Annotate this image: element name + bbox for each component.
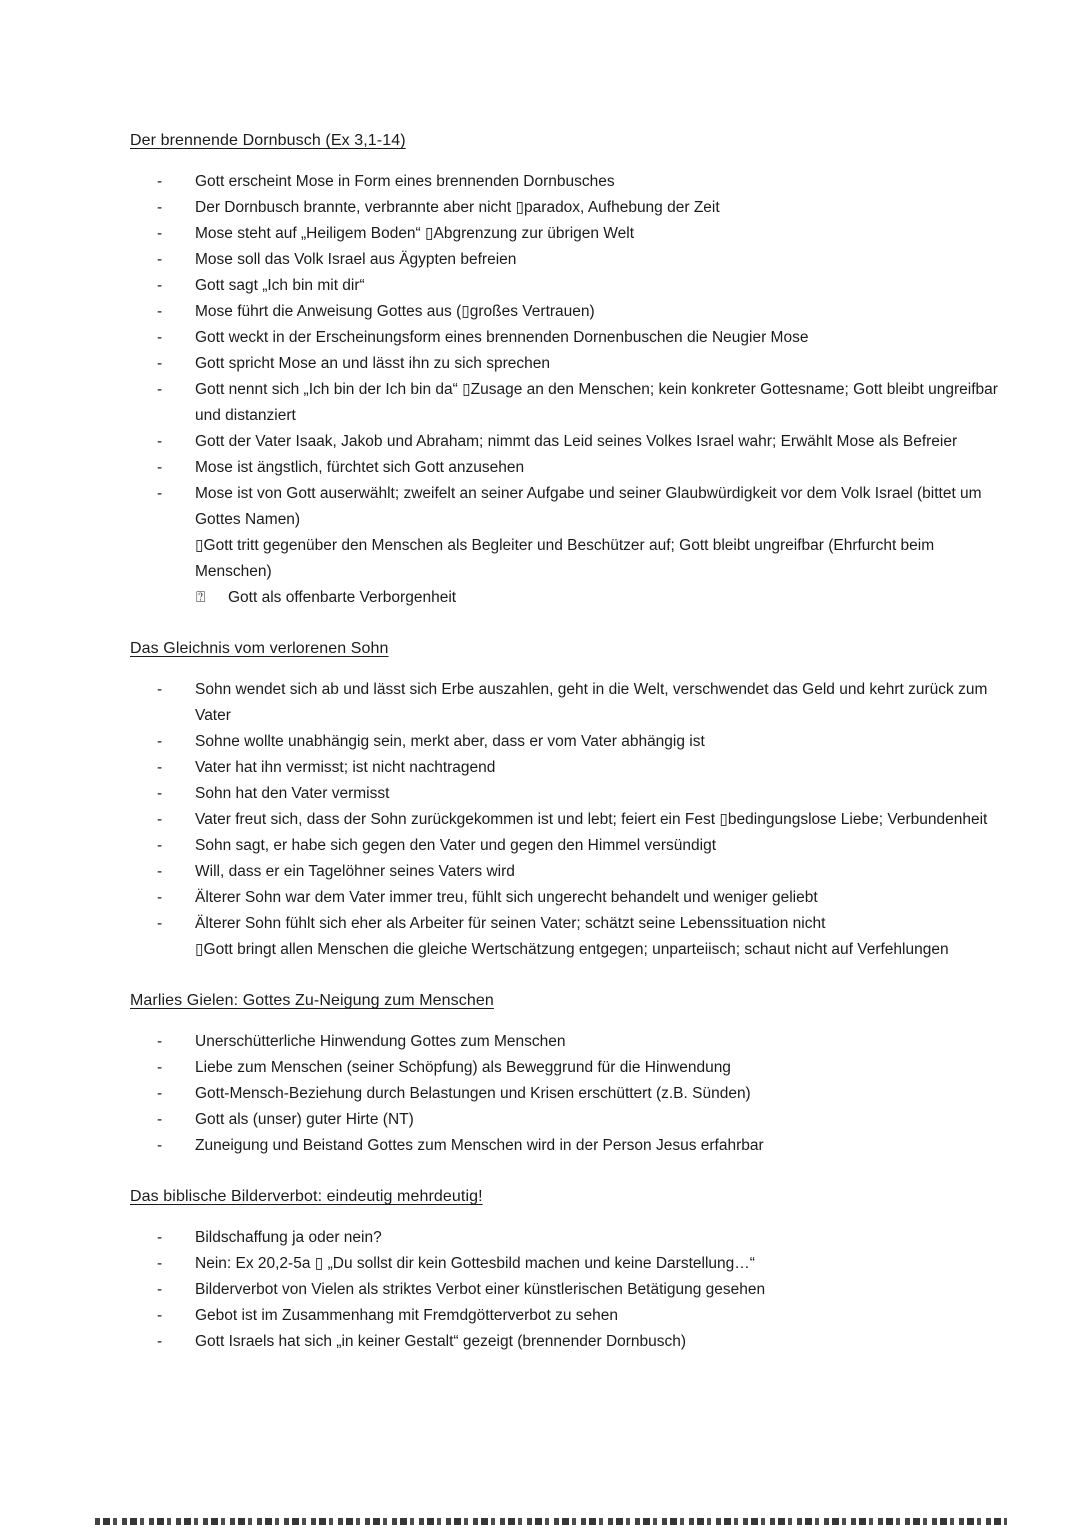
bullet-list: [130, 1225, 1008, 1355]
list-item: [130, 1029, 1008, 1055]
list-item-text: Älterer Sohn fühlt sich eher als Arbeiter für seinen Vater; schätzt seine Lebenssituation nicht: [195, 915, 826, 932]
list-item: [130, 755, 1008, 781]
list-item: [130, 833, 1008, 859]
bullet-marker: -: [157, 1229, 163, 1246]
list-item-text: Will, dass er ein Tagelöhner seines Vaters wird: [195, 863, 515, 880]
bullet-marker: -: [157, 433, 163, 450]
bullet-marker: -: [157, 863, 163, 880]
list-item-text: Zuneigung und Beistand Gottes zum Menschen wird in der Person Jesus erfahrbar: [195, 1137, 764, 1154]
section-heading: Das Gleichnis vom verlorenen Sohn: [130, 640, 389, 657]
bullet-list: [130, 1029, 1008, 1159]
list-item-text: Älterer Sohn war dem Vater immer treu, fühlt sich ungerecht behandelt und weniger geliebt: [195, 889, 818, 906]
bullet-marker: -: [157, 485, 163, 502]
list-item: [130, 325, 1008, 351]
list-item-text: Gott sagt „Ich bin mit dir“: [195, 277, 365, 294]
list-item: [130, 377, 1008, 429]
list-item: [130, 195, 1008, 221]
bullet-marker: -: [157, 277, 163, 294]
list-item: [130, 1303, 1008, 1329]
list-item: [130, 273, 1008, 299]
list-item-text: Mose führt die Anweisung Gottes aus (▯großes Vertrauen): [195, 303, 595, 320]
section-heading: Das biblische Bilderverbot: eindeutig mehrdeutig!: [130, 1188, 483, 1205]
bullet-marker: -: [157, 199, 163, 216]
list-item-text: Gebot ist im Zusammenhang mit Fremdgötterverbot zu sehen: [195, 1307, 618, 1324]
list-item: [130, 1225, 1008, 1251]
list-item-text: Gott spricht Mose an und lässt ihn zu sich sprechen: [195, 355, 550, 372]
notes-section: [130, 1184, 1008, 1355]
bullet-marker: -: [157, 785, 163, 802]
list-item: [130, 781, 1008, 807]
bullet-marker: -: [157, 1307, 163, 1324]
list-item: [130, 169, 1008, 195]
list-item: [130, 885, 1008, 911]
list-item: [130, 677, 1008, 729]
list-item-text: Sohne wollte unabhängig sein, merkt aber, dass er vom Vater abhängig ist: [195, 733, 705, 750]
list-item-text: Sohn wendet sich ab und lässt sich Erbe auszahlen, geht in die Welt, verschwendet das Geld und kehrt zurück zum Vater: [195, 681, 988, 724]
list-item: [130, 247, 1008, 273]
bullet-marker: -: [157, 173, 163, 190]
bullet-marker: -: [157, 1059, 163, 1076]
bullet-marker: -: [157, 251, 163, 268]
bullet-marker: -: [157, 1333, 163, 1350]
list-item: [130, 533, 1008, 585]
list-item-text: Sohn sagt, er habe sich gegen den Vater und gegen den Himmel versündigt: [195, 837, 717, 854]
list-item-text: Gott als offenbarte Verborgenheit: [228, 589, 457, 606]
bullet-marker: -: [157, 915, 163, 932]
list-item: [130, 911, 1008, 937]
list-item-text: Bilderverbot von Vielen als striktes Verbot einer künstlerischen Betätigung gesehen: [195, 1281, 766, 1298]
list-item: [130, 859, 1008, 885]
bullet-marker: -: [157, 225, 163, 242]
list-item-text: Mose ist ängstlich, fürchtet sich Gott anzusehen: [195, 459, 525, 476]
bullet-marker: -: [157, 837, 163, 854]
list-item-text: Mose ist von Gott auserwählt; zweifelt an seiner Aufgabe und seiner Glaubwürdigkeit vor dem Volk Israel (bittet um Gottes Namen): [195, 485, 982, 528]
bullet-marker: -: [157, 1111, 163, 1128]
section-heading: Marlies Gielen: Gottes Zu-Neigung zum Menschen: [130, 992, 494, 1009]
list-item-text: Gott-Mensch-Beziehung durch Belastungen und Krisen erschüttert (z.B. Sünden): [195, 1085, 751, 1102]
list-item: [130, 1055, 1008, 1081]
bullet-list: [130, 169, 1008, 611]
list-item-text: Gott weckt in der Erscheinungsform eines brennenden Dornenbuschen die Neugier Mose: [195, 329, 809, 346]
list-item: [130, 937, 1008, 963]
list-item: [130, 1329, 1008, 1355]
list-item-text: Gott als (unser) guter Hirte (NT): [195, 1111, 414, 1128]
list-item-text: Sohn hat den Vater vermisst: [195, 785, 390, 802]
notes-section: [130, 128, 1008, 611]
next-page-text-artifact: [95, 1518, 1007, 1525]
list-item: [130, 807, 1008, 833]
list-item-text: Vater freut sich, dass der Sohn zurückgekommen ist und lebt; feiert ein Fest ▯bedingungslose Liebe; Verbundenheit: [195, 811, 988, 828]
list-item: [130, 221, 1008, 247]
bullet-marker: ⍰: [196, 589, 206, 606]
list-item: [130, 1251, 1008, 1277]
list-item: [130, 729, 1008, 755]
bullet-marker: -: [157, 811, 163, 828]
list-item: [130, 299, 1008, 325]
notes-section: [130, 988, 1008, 1159]
bullet-marker: -: [157, 759, 163, 776]
list-item-text: ▯Gott bringt allen Menschen die gleiche Wertschätzung entgegen; unparteiisch; schaut nicht auf Verfehlungen: [195, 941, 949, 958]
bullet-marker: -: [157, 889, 163, 906]
list-item-text: Der Dornbusch brannte, verbrannte aber nicht ▯paradox, Aufhebung der Zeit: [195, 199, 720, 216]
bullet-list: [130, 677, 1008, 963]
bullet-marker: -: [157, 381, 163, 398]
list-item: [130, 351, 1008, 377]
bullet-marker: -: [157, 303, 163, 320]
list-item: [130, 481, 1008, 533]
list-item-text: Unerschütterliche Hinwendung Gottes zum Menschen: [195, 1033, 566, 1050]
list-item-text: Gott der Vater Isaak, Jakob und Abraham; nimmt das Leid seines Volkes Israel wahr; Erwählt Mose als Befreier: [195, 433, 958, 450]
list-item-text: Gott erscheint Mose in Form eines brennenden Dornbusches: [195, 173, 615, 190]
bullet-marker: -: [157, 681, 163, 698]
list-item-text: Gott nennt sich „Ich bin der Ich bin da“ ▯Zusage an den Menschen; kein konkreter Gottesname; Gott bleibt ungreifbar und distanziert: [195, 381, 998, 424]
list-item-text: ▯Gott tritt gegenüber den Menschen als Begleiter und Beschützer auf; Gott bleibt ungreifbar (Ehrfurcht beim Menschen): [195, 537, 935, 580]
list-item-text: Nein: Ex 20,2-5a ▯ „Du sollst dir kein Gottesbild machen und keine Darstellung…“: [195, 1255, 755, 1272]
list-item-text: Mose soll das Volk Israel aus Ägypten befreien: [195, 251, 517, 268]
list-item: [130, 585, 1008, 611]
list-item-text: Mose steht auf „Heiligem Boden“ ▯Abgrenzung zur übrigen Welt: [195, 225, 635, 242]
list-item: [130, 1081, 1008, 1107]
list-item: [130, 1107, 1008, 1133]
bullet-marker: -: [157, 1255, 163, 1272]
notes-section: [130, 636, 1008, 963]
list-item: [130, 429, 1008, 455]
list-item-text: Gott Israels hat sich „in keiner Gestalt“ gezeigt (brennender Dornbusch): [195, 1333, 687, 1350]
bullet-marker: -: [157, 459, 163, 476]
section-heading: Der brennende Dornbusch (Ex 3,1-14): [130, 132, 406, 149]
bullet-marker: -: [157, 329, 163, 346]
bullet-marker: -: [157, 1085, 163, 1102]
list-item: [130, 1133, 1008, 1159]
list-item-text: Bildschaffung ja oder nein?: [195, 1229, 382, 1246]
bullet-marker: -: [157, 1137, 163, 1154]
list-item-text: Liebe zum Menschen (seiner Schöpfung) als Beweggrund für die Hinwendung: [195, 1059, 731, 1076]
list-item-text: Vater hat ihn vermisst; ist nicht nachtragend: [195, 759, 496, 776]
bullet-marker: -: [157, 1281, 163, 1298]
bullet-marker: -: [157, 355, 163, 372]
bullet-marker: -: [157, 1033, 163, 1050]
list-item: [130, 1277, 1008, 1303]
bullet-marker: -: [157, 733, 163, 750]
list-item: [130, 455, 1008, 481]
